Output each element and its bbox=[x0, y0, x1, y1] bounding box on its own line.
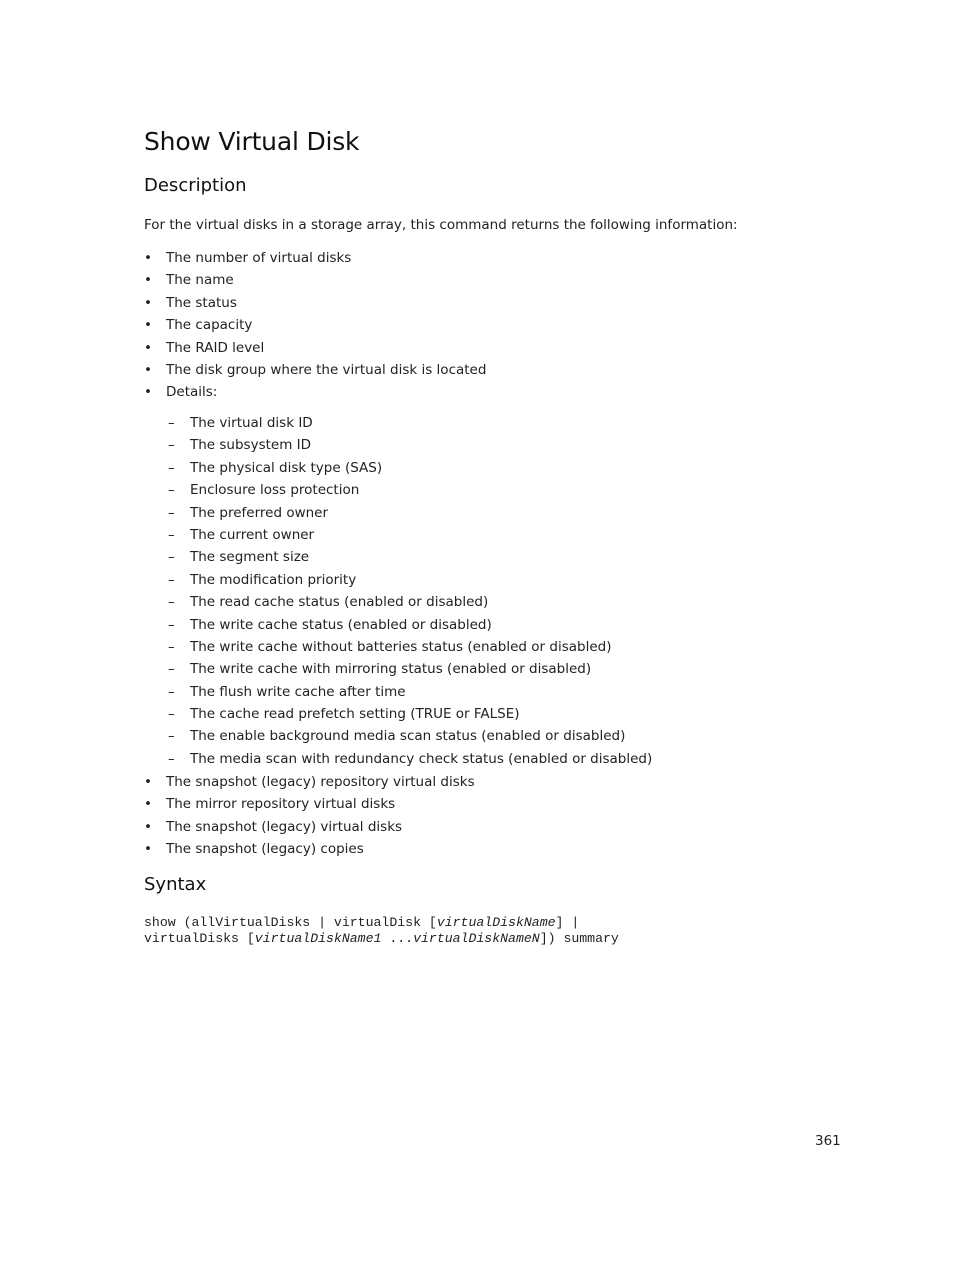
code-parameter: virtualDiskName1 bbox=[254, 930, 382, 946]
list-item: • The snapshot (legacy) virtual disks bbox=[144, 816, 864, 838]
code-line-2 bbox=[144, 931, 619, 946]
code-line-1 bbox=[144, 915, 579, 930]
page-number: 361 bbox=[815, 1133, 841, 1149]
list-item: – The current owner bbox=[168, 524, 868, 546]
list-item: – The read cache status (enabled or disabled) bbox=[168, 591, 868, 613]
code-text: ] | bbox=[555, 915, 580, 930]
list-item: • The status bbox=[144, 292, 864, 314]
list-item: • The number of virtual disks bbox=[144, 247, 864, 269]
list-item: – The write cache without batteries status (enabled or disabled) bbox=[168, 636, 868, 658]
list-item: • The capacity bbox=[144, 314, 864, 336]
code-parameter: virtualDiskNameN bbox=[413, 930, 540, 946]
page-title: Show Virtual Disk bbox=[144, 127, 360, 156]
list-item: – The enable background media scan status (enabled or disabled) bbox=[168, 725, 868, 747]
list-item: – The modification priority bbox=[168, 569, 868, 591]
code-parameter: virtualDiskName bbox=[436, 915, 556, 930]
syntax-code-block bbox=[144, 915, 619, 946]
code-text: ]) summary bbox=[539, 930, 619, 946]
list-item: – The write cache status (enabled or disabled) bbox=[168, 614, 868, 636]
list-item: – The cache read prefetch setting (TRUE or FALSE) bbox=[168, 703, 868, 725]
list-item: – Enclosure loss protection bbox=[168, 479, 868, 501]
code-text: ... bbox=[381, 930, 414, 946]
list-item: • The RAID level bbox=[144, 337, 864, 359]
list-item: • The disk group where the virtual disk is located bbox=[144, 359, 864, 381]
list-item: • The mirror repository virtual disks bbox=[144, 793, 864, 815]
details-list bbox=[168, 412, 868, 770]
list-item: – The flush write cache after time bbox=[168, 681, 868, 703]
list-item: • The name bbox=[144, 269, 864, 291]
list-item: • Details: bbox=[144, 381, 864, 403]
description-intro: For the virtual disks in a storage array, this command returns the following information: bbox=[144, 217, 738, 233]
description-heading: Description bbox=[144, 175, 247, 196]
list-item: – The physical disk type (SAS) bbox=[168, 457, 868, 479]
code-text: virtualDisks [ bbox=[144, 930, 255, 946]
list-item: • The snapshot (legacy) repository virtual disks bbox=[144, 771, 864, 793]
list-item: – The subsystem ID bbox=[168, 434, 868, 456]
code-text: show (allVirtualDisks | virtualDisk [ bbox=[144, 915, 437, 930]
info-list-continued bbox=[144, 771, 864, 861]
list-item: • The snapshot (legacy) copies bbox=[144, 838, 864, 860]
syntax-heading: Syntax bbox=[144, 874, 207, 895]
list-item: – The virtual disk ID bbox=[168, 412, 868, 434]
list-item: – The preferred owner bbox=[168, 502, 868, 524]
list-item: – The write cache with mirroring status (enabled or disabled) bbox=[168, 658, 868, 680]
info-list bbox=[144, 247, 864, 404]
list-item: – The segment size bbox=[168, 546, 868, 568]
list-item: – The media scan with redundancy check status (enabled or disabled) bbox=[168, 748, 868, 770]
